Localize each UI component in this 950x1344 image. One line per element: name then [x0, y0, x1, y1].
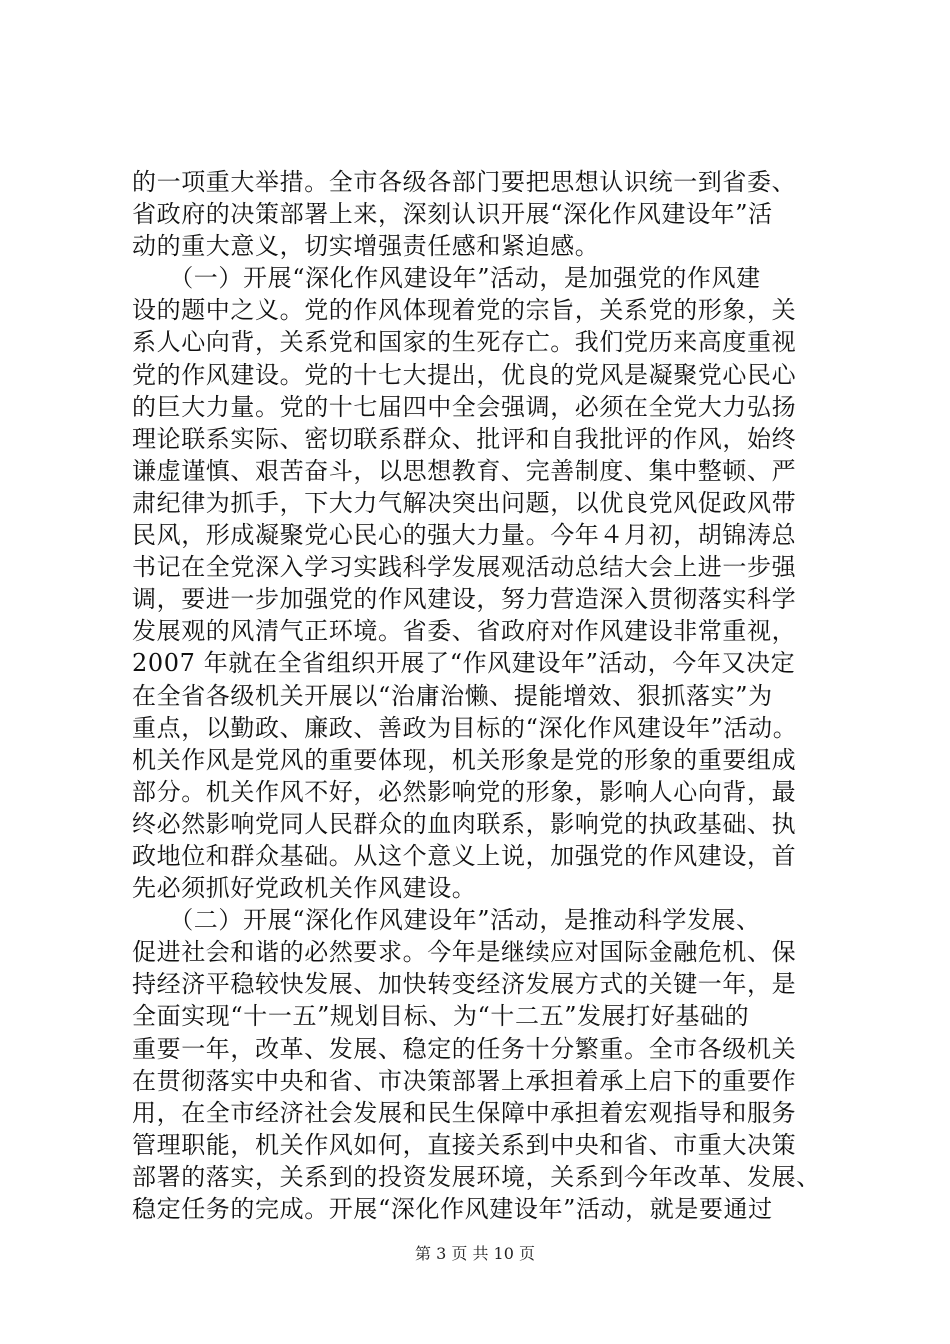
text-line: 谦虚谨慎、艰苦奋斗，以思想教育、完善制度、集中整顿、严 — [132, 456, 797, 485]
text-line: 先必须抓好党政机关作风建设。 — [132, 874, 477, 903]
text-line: 机关作风是党风的重要体现，机关形象是党的形象的重要组成 — [132, 745, 797, 774]
text-line: 政地位和群众基础。从这个意义上说，加强党的作风建设，首 — [132, 841, 797, 870]
text-line: 系人心向背，关系党和国家的生死存亡。我们党历来高度重视 — [132, 328, 797, 357]
text-line: 动的重大意义，切实增强责任感和紧迫感。 — [132, 232, 600, 261]
text-line: 的巨大力量。党的十七届四中全会强调，必须在全党大力弘扬 — [132, 392, 797, 421]
text-line: 的一项重大举措。全市各级各部门要把思想认识统一到省委、 — [132, 168, 797, 196]
text-line: 促进社会和谐的必然要求。今年是继续应对国际金融危机、保 — [132, 938, 797, 967]
text-line: 肃纪律为抓手，下大力气解决突出问题，以优良党风促政风带 — [132, 488, 797, 517]
text-line: 部署的落实，关系到的投资发展环境，关系到今年改革、发展、 — [132, 1162, 821, 1191]
text-line: 重要一年，改革、发展、稳定的任务十分繁重。全市各级机关 — [132, 1034, 797, 1063]
text-line: 民风，形成凝聚党心民心的强大力量。今年４月初，胡锦涛总 — [132, 521, 797, 550]
text-line: 理论联系实际、密切联系群众、批评和自我批评的作风，始终 — [132, 424, 797, 453]
text-line: 重点，以勤政、廉政、善政为目标的“深化作风建设年”活动。 — [132, 713, 798, 742]
text-line: 设的题中之义。党的作风体现着党的宗旨，关系党的形象，关 — [132, 296, 797, 325]
text-line: 全面实现“十一五”规划目标、为“十二五”发展打好基础的 — [132, 1002, 750, 1031]
text-line: 终必然影响党同人民群众的血肉联系，影响党的执政基础、执 — [132, 809, 797, 838]
text-line: （二）开展“深化作风建设年”活动，是推动科学发展、 — [132, 906, 761, 935]
text-line: 书记在全党深入学习实践科学发展观活动总结大会上进一步强 — [132, 553, 797, 582]
text-line: （一）开展“深化作风建设年”活动，是加强党的作风建 — [132, 264, 761, 293]
text-line: 省政府的决策部署上来，深刻认识开展“深化作风建设年”活 — [132, 200, 773, 229]
body-text — [132, 166, 832, 1225]
text-line: 持经济平稳较快发展、加快转变经济发展方式的关键一年，是 — [132, 970, 797, 999]
text-line: 在贯彻落实中央和省、市决策部署上承担着承上启下的重要作 — [132, 1066, 797, 1095]
text-line: 党的作风建设。党的十七大提出，优良的党风是凝聚党心民心 — [132, 360, 797, 389]
text-line: 在全省各级机关开展以“治庸治懒、提能增效、狠抓落实”为 — [132, 681, 773, 710]
text-line: 调，要进一步加强党的作风建设，努力营造深入贯彻落实科学 — [132, 585, 797, 614]
page-footer: 第 3 页 共 10 页 — [415, 1244, 535, 1263]
text-line: 2007 年就在全省组织开展了“作风建设年”活动，今年又决定 — [132, 649, 796, 678]
text-line: 发展观的风清气正环境。省委、省政府对作风建设非常重视， — [132, 617, 797, 646]
text-line: 用，在全市经济社会发展和民生保障中承担着宏观指导和服务 — [132, 1098, 797, 1127]
text-line: 管理职能，机关作风如何，直接关系到中央和省、市重大决策 — [132, 1130, 797, 1159]
text-line: 稳定任务的完成。开展“深化作风建设年”活动，就是要通过 — [132, 1195, 773, 1223]
text-line: 部分。机关作风不好，必然影响党的形象，影响人心向背，最 — [132, 777, 797, 806]
